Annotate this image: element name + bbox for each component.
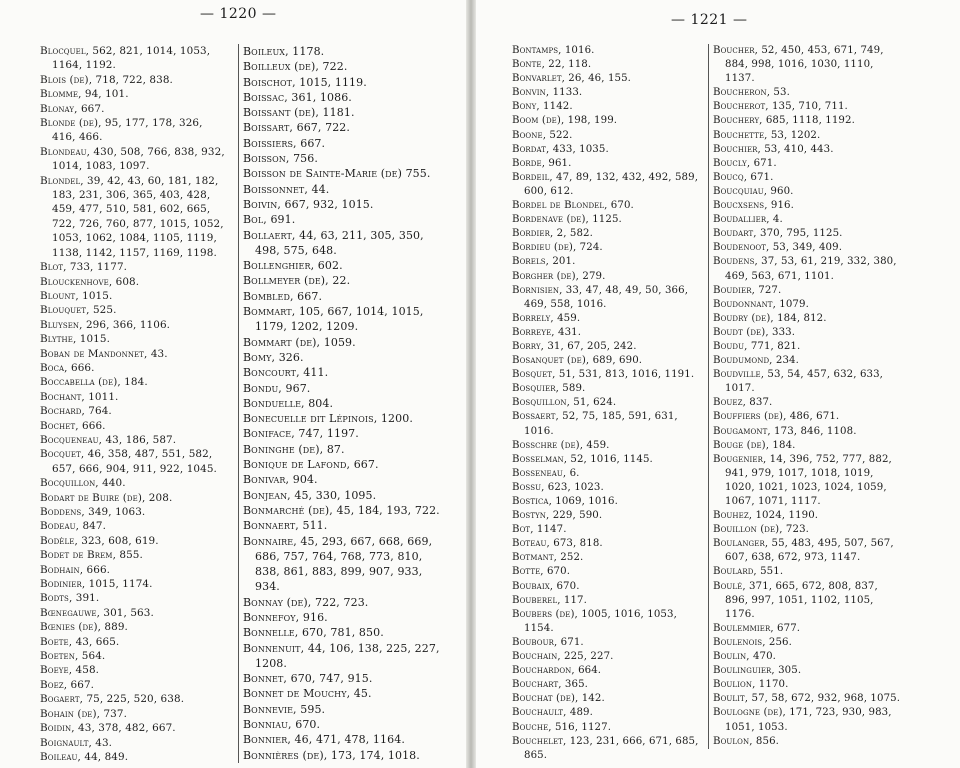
index-entry: Boileau, 44, 849. — [40, 750, 129, 763]
index-entry: Bordat, 433, 1035. — [512, 143, 609, 155]
index-entry: Bony, 1142. — [512, 101, 573, 113]
index-entry: Bodinier, 1015, 1174. — [40, 578, 153, 591]
index-entry: Bosquillon, 51, 624. — [512, 397, 617, 409]
index-entry: Blondeau, 430, 508, 766, 838, 932, 1014, 1083, 1097. — [40, 145, 225, 173]
index-entry: Boudens, 37, 53, 61, 219, 332, 380, 469, 563, 671, 1101. — [713, 256, 897, 282]
index-entry: Bosselman, 52, 1016, 1145. — [512, 453, 653, 465]
index-entry: Boucherot, 135, 710, 711. — [713, 101, 848, 113]
index-entry: Bouche, 516, 1127. — [512, 721, 612, 733]
index-entry: Blocquel, 562, 821, 1014, 1053, 1164, 1192. — [40, 45, 211, 72]
index-entry: Boddens, 349, 1063. — [40, 506, 146, 518]
index-entry: Bonivar, 904. — [243, 473, 318, 487]
index-entry: Bodeau, 847. — [40, 520, 106, 533]
index-entry: Bollenghier, 602. — [243, 259, 343, 273]
index-entry: Bollaert, 44, 63, 211, 305, 350, 498, 575, 648. — [243, 228, 424, 257]
index-entry: Bochard, 764. — [40, 405, 112, 418]
index-entry: Bossaert, 52, 75, 185, 591, 631, 1016. — [512, 411, 678, 437]
index-entry: Bosanquet (de), 689, 690. — [512, 355, 643, 367]
index-entry: Bouchier, 53, 410, 443. — [713, 143, 834, 155]
index-entry: Bouchain, 225, 227. — [512, 651, 614, 663]
index-entry: Bonique de Lafond, 667. — [243, 458, 379, 472]
index-entry: Bordenave (de), 1125. — [512, 214, 622, 226]
index-entry: Boileux, 1178. — [243, 45, 325, 58]
index-entry: Bougenier, 14, 396, 752, 777, 882, 941, 979, 1017, 1018, 1019, 1020, 1021, 1023, 1024, 1059, 1067, 1071, 1117. — [713, 453, 892, 507]
index-entry: Bommart, 105, 667, 1014, 1015, 1179, 1202, 1209. — [243, 305, 424, 334]
index-entry: Boulanger, 55, 483, 495, 507, 567, 607, 638, 672, 973, 1147. — [713, 538, 894, 564]
index-entry: Bornisien, 33, 47, 48, 49, 50, 366, 469, 558, 1016. — [512, 284, 689, 310]
index-entry: Boninghe (de), 87. — [243, 442, 345, 456]
index-column-4 — [708, 44, 903, 749]
index-entry: Boischot, 1015, 1119. — [243, 75, 367, 89]
index-entry: Bonnet, 670, 747, 915. — [243, 672, 373, 686]
index-entry: Boudt (de), 333. — [713, 326, 796, 338]
index-entry: Boidin, 43, 378, 482, 667. — [40, 722, 176, 735]
index-entry: Bommart (de), 1059. — [243, 335, 356, 349]
index-entry: Boisson, 756. — [243, 152, 318, 166]
index-entry: Bonnières (de), 173, 174, 1018. — [243, 748, 420, 762]
index-entry: Bodts, 391. — [40, 592, 100, 605]
index-entry: Bomy, 326. — [243, 350, 304, 364]
index-entry: Boudu, 771, 821. — [713, 340, 801, 352]
index-entry: Bontamps, 1016. — [512, 45, 595, 56]
index-entry: Bostyn, 229, 590. — [512, 510, 603, 522]
index-entry: Boisson de Sainte-Marie (de) 755. — [243, 167, 431, 181]
index-entry: Borrely, 459. — [512, 312, 581, 324]
index-entry: Bonnenuit, 44, 106, 138, 225, 227, 1208. — [243, 641, 440, 670]
index-entry: Boucquiau, 960. — [713, 185, 794, 197]
index-entry: Bogaert, 75, 225, 520, 638. — [40, 693, 185, 706]
index-entry: Boudallier, 4. — [713, 214, 783, 226]
index-entry: Boca, 666. — [40, 361, 95, 374]
index-entry: Boudville, 53, 54, 457, 632, 633, 1017. — [713, 369, 884, 395]
index-entry: Boete, 43, 665. — [40, 635, 120, 648]
index-entry: Bohain (de), 737. — [40, 707, 127, 720]
index-entry: Borry, 31, 67, 205, 242. — [512, 340, 637, 352]
index-entry: Boulogne (de), 171, 723, 930, 983, 1051, 1053. — [713, 707, 892, 733]
index-entry: Blouckenhove, 608. — [40, 275, 140, 288]
index-entry: Bouffiers (de), 486, 671. — [713, 411, 840, 423]
index-entry: Bonnaire, 45, 293, 667, 668, 669, 686, 757, 764, 768, 773, 810, 838, 861, 883, 899, 907, 933, 934. — [243, 534, 433, 594]
index-entry: Boudry (de), 184, 812. — [713, 312, 827, 324]
index-entry: Bœnegauwe, 301, 563. — [40, 606, 154, 619]
index-entry: Bonnier, 46, 471, 478, 1164. — [243, 733, 405, 747]
index-entry: Boez, 667. — [40, 678, 95, 691]
index-entry: Bouge (de), 184. — [713, 439, 796, 451]
index-entry: Boeten, 564. — [40, 650, 106, 663]
index-entry: Boissonnet, 44. — [243, 182, 330, 196]
index-entry: Bonvarlet, 26, 46, 155. — [512, 73, 632, 85]
index-entry: Blouquet, 525. — [40, 304, 117, 317]
index-entry: Bouchault, 489. — [512, 707, 593, 719]
index-entry: Blot, 733, 1177. — [40, 261, 128, 274]
index-entry: Bodet de Brem, 855. — [40, 549, 143, 562]
index-entry: Blonde (de), 95, 177, 178, 326, 416, 466. — [40, 117, 203, 144]
index-entry: Borde, 961. — [512, 157, 572, 169]
index-entry: Bordieu (de), 724. — [512, 242, 603, 254]
index-entry: Bonnay (de), 722, 723. — [243, 595, 369, 609]
index-entry: Blonay, 667. — [40, 102, 105, 115]
index-entry: Bonecuelle dit Lépinois, 1200. — [243, 412, 413, 426]
index-entry: Bouchart, 365. — [512, 679, 589, 691]
index-entry: Boudier, 727. — [713, 284, 782, 296]
index-entry: Bocqueneau, 43, 186, 587. — [40, 433, 177, 446]
index-entry: Boncourt, 411. — [243, 366, 329, 380]
index-entry: Bordeil, 47, 89, 132, 432, 492, 589, 600, 612. — [512, 171, 699, 197]
index-entry: Boivin, 667, 932, 1015. — [243, 197, 374, 211]
index-entry: Boulard, 551. — [713, 566, 784, 578]
index-entry: Boignault, 43. — [40, 736, 113, 749]
index-entry: Boucly, 671. — [713, 157, 777, 169]
index-entry: Bœnies (de), 889. — [40, 621, 128, 634]
index-entry: Bouchardon, 664. — [512, 665, 602, 677]
index-entry: Boubour, 671. — [512, 636, 584, 648]
index-entry: Boissart, 667, 722. — [243, 121, 350, 135]
index-entry: Bosschre (de), 459. — [512, 439, 610, 451]
index-entry: Boulé, 371, 665, 672, 808, 837, 896, 997, 1051, 1102, 1105, 1176. — [713, 580, 878, 620]
index-entry: Boissant (de), 1181. — [243, 106, 355, 120]
index-entry: Bouchat (de), 142. — [512, 693, 605, 705]
index-entry: Bonniau, 670. — [243, 718, 321, 732]
index-entry: Bonnefoy, 916. — [243, 610, 328, 624]
index-entry: Borels, 201. — [512, 256, 576, 268]
index-entry: Bondu, 967. — [243, 381, 311, 395]
index-entry: Borgher (de), 279. — [512, 270, 606, 282]
index-entry: Bochet, 666. — [40, 419, 106, 432]
index-entry: Bordier, 2, 582. — [512, 228, 593, 240]
index-entry: Bosseneau, 6. — [512, 467, 580, 479]
index-entry: Boubaix, 670. — [512, 580, 580, 592]
index-entry: Bougamont, 173, 846, 1108. — [713, 425, 857, 437]
right-page — [476, 0, 960, 768]
index-entry: Bol, 691. — [243, 213, 296, 227]
index-entry: Boulon, 856. — [713, 735, 779, 747]
index-entry: Bombled, 667. — [243, 289, 323, 303]
index-entry: Bosquier, 589. — [512, 383, 586, 395]
index-entry: Bonnet de Mouchy, 45. — [243, 687, 372, 701]
index-entry: Bocquillon, 440. — [40, 477, 126, 490]
index-entry: Boccabella (de), 184. — [40, 376, 148, 389]
index-column-1 — [40, 44, 226, 764]
index-entry: Boone, 522. — [512, 129, 573, 141]
index-entry: Bouez, 837. — [713, 397, 773, 409]
index-entry: Bonvin, 1133. — [512, 87, 583, 99]
index-entry: Bossu, 623, 1023. — [512, 481, 604, 493]
index-entry: Boissiers, 667. — [243, 136, 326, 150]
index-entry: Borreye, 431. — [512, 326, 582, 338]
index-entry: Blondel, 39, 42, 43, 60, 181, 182, 183, 231, 306, 365, 403, 428, 459, 477, 510, 581, 602, 665, 722, 726, 760, 877, 1015, 1052, 1053, 1062, 1084, 1105, 1119, 1138, 1142, 1157, 1169, 1198. — [40, 174, 224, 259]
index-entry: Boniface, 747, 1197. — [243, 427, 359, 441]
index-entry: Boudenoot, 53, 349, 409. — [713, 242, 843, 254]
index-entry: Bochant, 1011. — [40, 390, 119, 403]
book-gutter — [466, 0, 476, 768]
index-column-2 — [238, 44, 449, 763]
index-entry: Bodart de Buire (de), 208. — [40, 491, 173, 504]
index-entry: Bot, 1147. — [512, 524, 567, 536]
index-entry: Bouillon (de), 723. — [713, 524, 810, 536]
index-entry: Bouchery, 685, 1118, 1192. — [713, 115, 855, 127]
index-entry: Bonnaert, 511. — [243, 519, 328, 533]
index-entry: Bouhez, 1024, 1190. — [713, 510, 819, 522]
index-entry: Boudonnant, 1079. — [713, 298, 809, 310]
index-entry: Bouchelet, 123, 231, 666, 671, 685, 865. — [512, 735, 699, 761]
index-entry: Boudumond, 234. — [713, 355, 799, 367]
index-entry: Bonmarché (de), 45, 184, 193, 722. — [243, 503, 440, 517]
index-entry: Bouberel, 117. — [512, 594, 587, 606]
index-entry: Boucheron, 53. — [713, 87, 790, 99]
index-entry: Bonnelle, 670, 781, 850. — [243, 626, 384, 640]
index-entry: Boissac, 361, 1086. — [243, 90, 352, 104]
index-entry: Bodhain, 666. — [40, 563, 111, 576]
index-entry: Boulemmier, 677. — [713, 622, 801, 634]
index-entry: Boulion, 1170. — [713, 679, 789, 691]
index-entry: Bonnevie, 595. — [243, 702, 326, 716]
page-number-right: — 1221 — — [671, 12, 748, 28]
index-column-3 — [512, 44, 702, 763]
index-entry: Bodèle, 323, 608, 619. — [40, 534, 159, 547]
index-entry: Boulinguier, 305. — [713, 665, 802, 677]
index-entry: Blount, 1015. — [40, 289, 113, 302]
index-entry: Boudart, 370, 795, 1125. — [713, 228, 843, 240]
page-number-left: — 1220 — — [200, 6, 277, 22]
index-entry: Boban de Mandonnet, 43. — [40, 347, 168, 360]
index-entry: Boulin, 470. — [713, 651, 777, 663]
index-entry: Blomme, 94, 101. — [40, 88, 129, 101]
index-entry: Blythe, 1015. — [40, 333, 110, 346]
index-entry: Blois (de), 718, 722, 838. — [40, 73, 173, 86]
index-entry: Bouchette, 53, 1202. — [713, 129, 821, 141]
left-page — [0, 0, 466, 768]
index-entry: Boulit, 57, 58, 672, 932, 968, 1075. — [713, 693, 901, 705]
index-entry: Bostica, 1069, 1016. — [512, 496, 618, 507]
index-entry: Botte, 670. — [512, 566, 571, 578]
index-entry: Boubers (de), 1005, 1016, 1053, 1154. — [512, 608, 677, 634]
index-entry: Boeye, 458. — [40, 664, 100, 677]
index-entry: Boucq, 671. — [713, 171, 774, 183]
index-entry: Boulenois, 256. — [713, 636, 792, 648]
index-entry: Boteau, 673, 818. — [512, 538, 603, 550]
index-entry: Bosquet, 51, 531, 813, 1016, 1191. — [512, 369, 695, 381]
index-entry: Bordel de Blondel, 670. — [512, 200, 634, 212]
index-entry: Boucxsens, 916. — [713, 200, 794, 212]
index-entry: Boilleux (de), 722. — [243, 60, 348, 74]
index-entry: Bollmeyer (de), 22. — [243, 274, 351, 288]
index-entry: Bonjean, 45, 330, 1095. — [243, 488, 377, 502]
index-entry: Botmant, 252. — [512, 552, 584, 564]
index-entry: Boom (de), 198, 199. — [512, 115, 618, 127]
index-entry: Bonduelle, 804. — [243, 396, 334, 410]
index-entry: Boucher, 52, 450, 453, 671, 749, 884, 998, 1016, 1030, 1110, 1137. — [713, 45, 884, 85]
index-entry: Bocquet, 46, 358, 487, 551, 582, 657, 666, 904, 911, 922, 1045. — [40, 448, 217, 475]
index-entry: Bluysen, 296, 366, 1106. — [40, 318, 171, 331]
index-entry: Bonte, 22, 118. — [512, 59, 592, 71]
